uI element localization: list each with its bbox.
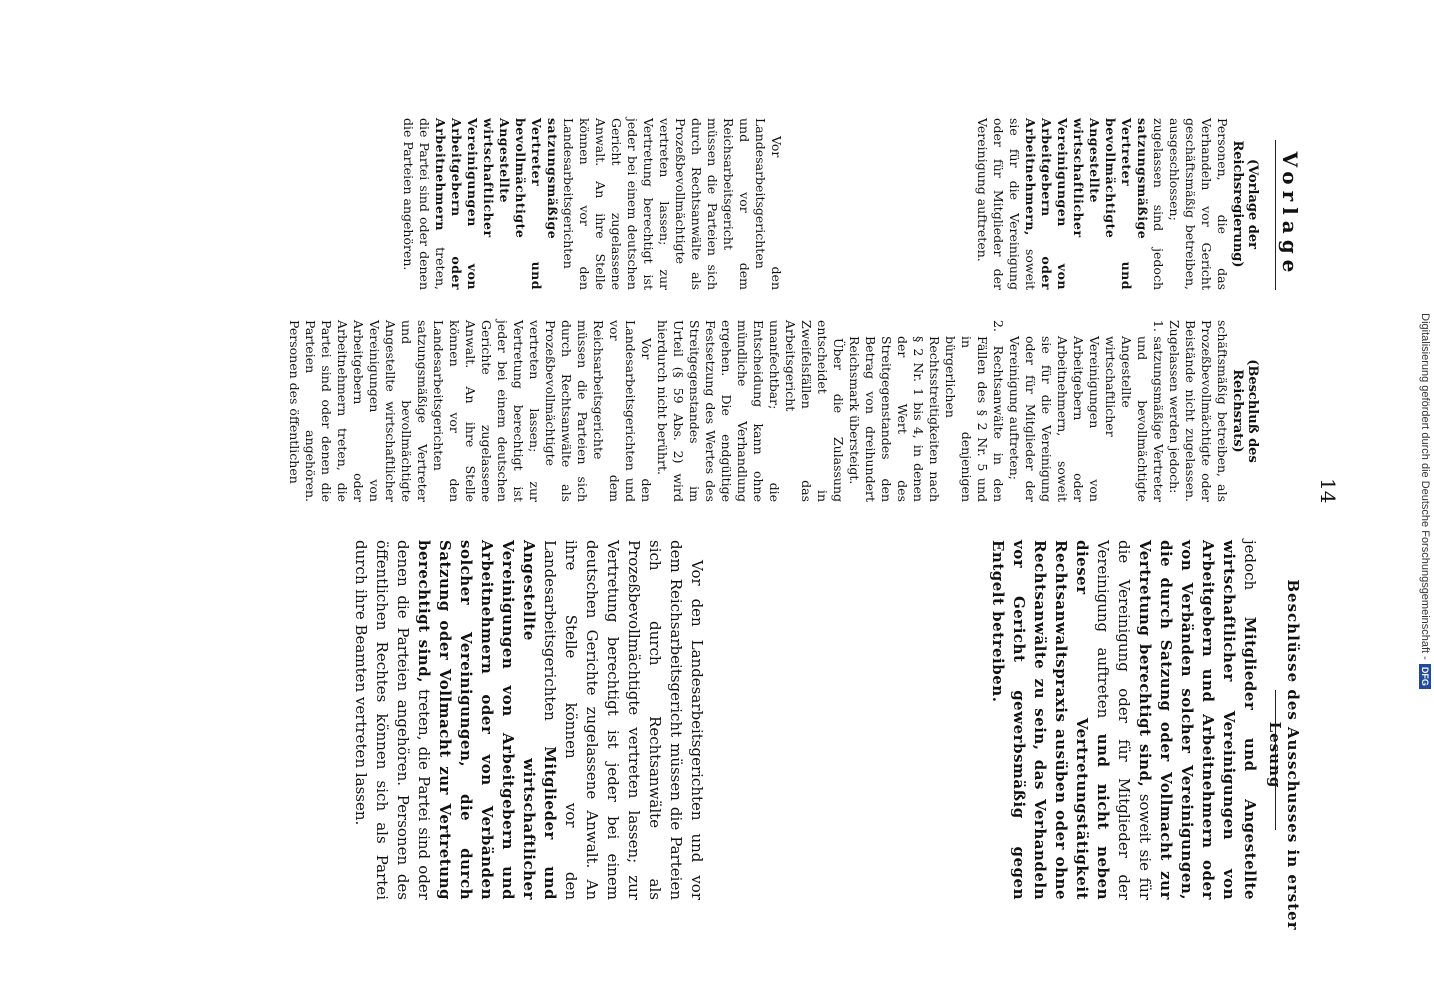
paragraph: Vor den Landesarbeitsgerichten und vor dem Reichsarbeitsgericht müssen die Parteien sich durch Rechtsanwälte als Prozeßbevollmächtigte vertreten lassen; zur Vertretung berechtigt ist jeder bei einem deutschen Gericht zugelassene Anwalt. An ihre Stelle können vor den Landesarbeitsgerichten satzungsmäßige Vertreter und bevollmächtigte Angestellte wirtschaftlicher Vereinigungen von Arbeitgebern oder Arbeitnehmern treten, die Partei sind oder denen die Parteien angehören. <box>401 118 784 290</box>
credit-text: Digitalisierung gefördert durch die Deutsche Forschungsgemeinschaft - <box>1419 313 1431 660</box>
digitization-credit <box>1411 6 1434 996</box>
right-title-rule <box>1275 690 1276 830</box>
paragraph: jedoch Mitglieder und Angestellte wirtschaftlicher Vereinigungen von Arbeitgebern und Arbeitnehmern oder von Verbänden solcher Vereinigungen, die durch Satzung oder Vollmacht zur Vertretung berechtigt sind, soweit sie für die Vereinigung oder für Mitglieder der Vereinigung auftreten und nicht neben dieser Vertretungstätigkeit Rechtsanwaltspraxis ausüben oder ohne Rechtsanwälte zu sein, das Verhandeln vor Gericht gewerbsmäßig gegen Entgelt betreiben. <box>989 540 1259 901</box>
column-header: (Vorlage der Reichsregierung) <box>1230 140 1260 268</box>
list-item: 2. Rechtsanwälte in den Fällen des § 2 Nr. 5 und in denjenigen bürgerlichen Rechtsstreitigkeiten nach § 2 Nr. 1 bis 4, in denen der Wert des Streitgegenstandes den Betrag von dreihundert Reichsmark übersteigt. <box>847 320 1006 502</box>
right-section-title: Beschlüsse des Ausschusses in erster Lesung <box>1266 579 1302 931</box>
scanned-page <box>90 10 1420 950</box>
column-reichsrat-resolution <box>286 320 1260 502</box>
page-number: 14 <box>1316 478 1340 504</box>
list-item: 1. satzungsmäßige Vertreter und bevollmächtigte Angestellte wirtschaftlicher Vereinigungen von Arbeitgebern oder Arbeitnehmern, soweit sie für die Vereinigung oder für Mitglieder der Vereinigung auftreten; <box>1007 320 1166 502</box>
paragraph: Vor den Landesarbeitsgerichten und vor dem Reichsarbeitsgericht müssen die Parteien sich durch Rechtsanwälte als Prozeßbevollmächtigte vertreten lassen; zur Vertretung berechtigt ist jeder bei einem deutschen Gerichte zugelassene Anwalt. An ihre Stelle können vor den Landesarbeitsgerichten Mitglieder und Angestellte wirtschaftlicher Vereinigungen von Arbeitgebern und Arbeitnehmern oder von Verbänden solcher Vereinigungen, die durch Satzung oder Vollmacht zur Vertretung berechtigt sind, treten, die Partei sind oder denen die Parteien angehören. Personen des öffentlichen Rechtes können sich als Partei durch ihre Beamten vertreten lassen. <box>352 540 706 900</box>
paragraph: Über die Zulassung entscheidet in Zweifelsfällen das Arbeitsgericht unanfechtbar; die Entscheidung kann ohne mündliche Verhandlung ergehen. Die endgültige Festsetzung des Wertes des Streitgegenstandes im Urteil (§ 59 Abs. 2) wird hierdurch nicht berührt. <box>655 320 846 502</box>
column-committee-resolution <box>350 540 1260 900</box>
column-header: (Beschluß des Reichsrats) <box>1230 359 1260 463</box>
paragraph: Vor den Landesarbeitsgerichten und vor dem Reichsarbeitsgerichte müssen die Parteien sich durch Rechtsanwälte als Prozeßbevollmächtigte vertreten lassen; zur Vertretung berechtigt ist jeder bei einem deutschen Gerichte zugelassene Anwalt. An ihre Stelle können vor den Landesarbeitsgerichten satzungsmäßige Vertreter und bevollmächtigte Angestellte wirtschaftlicher Vereinigungen von Arbeitgebern oder Arbeitnehmern treten, die Partei sind oder denen die Parteien angehören. Personen des öffentlichen <box>287 320 654 502</box>
column-government-draft <box>400 118 1260 290</box>
paragraph: Personen, die das Verhandeln vor Gericht geschäftsmäßig betreiben, ausgeschlossen; zugelassen sind jedoch satzungsmäßige Vertreter und bevollmächtigte Angestellte wirtschaftlicher Vereinigungen von Arbeitgebern oder Arbeitnehmern, soweit sie für die Vereinigung oder für Mitglieder der Vereinigung auftreten. <box>975 118 1230 290</box>
dfg-logo: DFG <box>1419 664 1431 689</box>
paragraph: schäftsmäßig betreiben, als Prozeßbevollmächtigte oder Beistände nicht zugelassen. Zugelassen werden jedoch: <box>1167 320 1230 502</box>
left-section-title: Vorlage <box>1278 151 1302 279</box>
left-title-rule <box>1275 140 1276 290</box>
